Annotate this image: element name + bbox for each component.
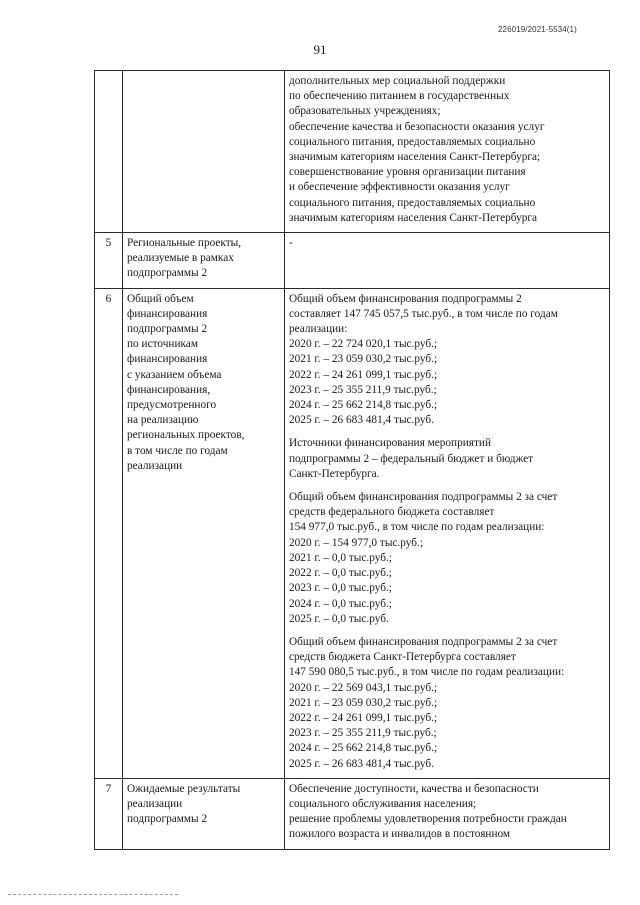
row-number-cell: 7 [95, 778, 123, 849]
row-title-line: подпрограммы 2 [127, 813, 208, 826]
content-line: по обеспечению питанием в государственных [289, 90, 510, 103]
content-line: 2022 г. – 24 261 099,1 тыс.руб.; [289, 711, 438, 724]
table-row [95, 233, 610, 289]
content-line: подпрограммы 2 – федеральный бюджет и бюджет [289, 452, 534, 465]
content-line: Обеспечение доступности, качества и безопасности [289, 782, 539, 795]
content-line: 2025 г. – 26 683 481,4 тыс.руб. [289, 757, 434, 770]
content-line: 2022 г. – 0,0 тыс.руб.; [289, 567, 392, 580]
content-line: реализации: [289, 323, 348, 336]
content-line: образовательных учреждениях; [289, 105, 441, 118]
content-line: 2024 г. – 25 662 214,8 тыс.руб.; [289, 399, 438, 412]
content-line: 2023 г. – 0,0 тыс.руб.; [289, 582, 392, 595]
row-title-line: финансирования, [127, 383, 211, 396]
subprogram-passport-table [94, 70, 610, 850]
row-title-cell [123, 71, 285, 233]
row-content-cell [285, 778, 610, 849]
content-line: 2025 г. – 0,0 тыс.руб. [289, 612, 389, 625]
table-row [95, 778, 610, 849]
content-line: 2020 г. – 22 724 020,1 тыс.руб.; [289, 338, 438, 351]
content-line: 2024 г. – 0,0 тыс.руб.; [289, 597, 392, 610]
content-line: социального питания, предоставляемых социально [289, 196, 536, 209]
content-paragraph [289, 236, 605, 251]
row-title-line: в том числе по годам [127, 444, 228, 457]
row-title-line: подпрограммы 2 [127, 323, 208, 336]
content-line: - [289, 237, 293, 250]
content-paragraph [289, 74, 605, 226]
row-title-line: с указанием объема [127, 368, 222, 381]
row-title-line: по источникам [127, 338, 198, 351]
content-line: решение проблемы удовлетворения потребности граждан [289, 813, 567, 826]
document-registration-number: 226019/2021-5534(1) [498, 25, 577, 34]
content-line: 2023 г. – 25 355 211,9 тыс.руб.; [289, 727, 437, 740]
row-content-cell [285, 288, 610, 778]
content-paragraph [289, 292, 605, 429]
row-title-line: реализации [127, 459, 183, 472]
content-line: и обеспечение эффективности оказания услуг [289, 181, 510, 194]
row-title-line: Региональные проекты, [127, 237, 242, 250]
row-title-cell [123, 778, 285, 849]
content-line: значимым категориям населения Санкт-Петербурга [289, 211, 538, 224]
row-number-cell [95, 71, 123, 233]
row-title-line: финансирования [127, 307, 208, 320]
row-title-line: на реализацию [127, 414, 199, 427]
row-title-cell [123, 288, 285, 778]
content-line: 2023 г. – 25 355 211,9 тыс.руб.; [289, 383, 437, 396]
row-number-cell: 6 [95, 288, 123, 778]
table-row [95, 288, 610, 778]
content-line: 147 590 080,5 тыс.руб., в том числе по годам реализации: [289, 666, 565, 679]
table-body [95, 71, 610, 850]
content-paragraph [289, 782, 605, 843]
row-title-line: Общий объем [127, 292, 194, 305]
content-line: Общий объем финансирования подпрограммы 2 за счет [289, 635, 558, 648]
content-line: социального питания, предоставляемых социально [289, 135, 536, 148]
table-row [95, 71, 610, 233]
content-line: Общий объем финансирования подпрограммы 2 [289, 292, 522, 305]
content-line: средств федерального бюджета составляет [289, 506, 495, 519]
content-paragraph [289, 490, 605, 627]
content-line: дополнительных мер социальной поддержки [289, 75, 506, 87]
row-title-cell [123, 233, 285, 289]
content-line: 2021 г. – 0,0 тыс.руб.; [289, 551, 392, 564]
row-title-line: финансирования [127, 353, 208, 366]
content-line: 2020 г. – 22 569 043,1 тыс.руб.; [289, 681, 438, 694]
row-title-line: реализации [127, 797, 183, 810]
content-line: обеспечение качества и безопасности оказания услуг [289, 120, 545, 133]
content-line: средств бюджета Санкт-Петербурга составляет [289, 651, 516, 664]
content-line: 2025 г. – 26 683 481,4 тыс.руб. [289, 414, 434, 427]
content-line: 2020 г. – 154 977,0 тыс.руб.; [289, 536, 423, 549]
content-line: 2021 г. – 23 059 030,2 тыс.руб.; [289, 696, 438, 709]
page-number: 91 [313, 42, 327, 57]
content-paragraph [289, 635, 605, 772]
row-title-line: реализуемые в рамках [127, 252, 234, 265]
row-title-line: Ожидаемые результаты [127, 782, 241, 795]
content-line: составляет 147 745 057,5 тыс.руб., в том числе по годам [289, 307, 558, 320]
row-content-cell [285, 233, 610, 289]
content-line: значимым категориям населения Санкт-Петербурга; [289, 151, 541, 164]
content-line: социального обслуживания населения; [289, 797, 477, 810]
row-title-line: региональных проектов, [127, 429, 245, 442]
content-line: Общий объем финансирования подпрограммы 2 за счет [289, 491, 558, 504]
content-paragraph [289, 436, 605, 482]
content-line: 154 977,0 тыс.руб., в том числе по годам реализации: [289, 521, 545, 534]
row-number-cell: 5 [95, 233, 123, 289]
row-title-line: подпрограммы 2 [127, 267, 208, 280]
content-line: пожилого возраста и инвалидов в постоянном [289, 828, 511, 841]
content-line: Санкт-Петербурга. [289, 467, 380, 480]
content-line: совершенствование уровня организации питания [289, 166, 526, 179]
row-content-cell [285, 71, 610, 233]
content-line: Источники финансирования мероприятий [289, 437, 492, 450]
row-title-line: предусмотренного [127, 399, 217, 412]
content-line: 2024 г. – 25 662 214,8 тыс.руб.; [289, 742, 438, 755]
content-line: 2022 г. – 24 261 099,1 тыс.руб.; [289, 368, 438, 381]
content-line: 2021 г. – 23 059 030,2 тыс.руб.; [289, 353, 438, 366]
scan-edge-artifact [8, 894, 178, 897]
